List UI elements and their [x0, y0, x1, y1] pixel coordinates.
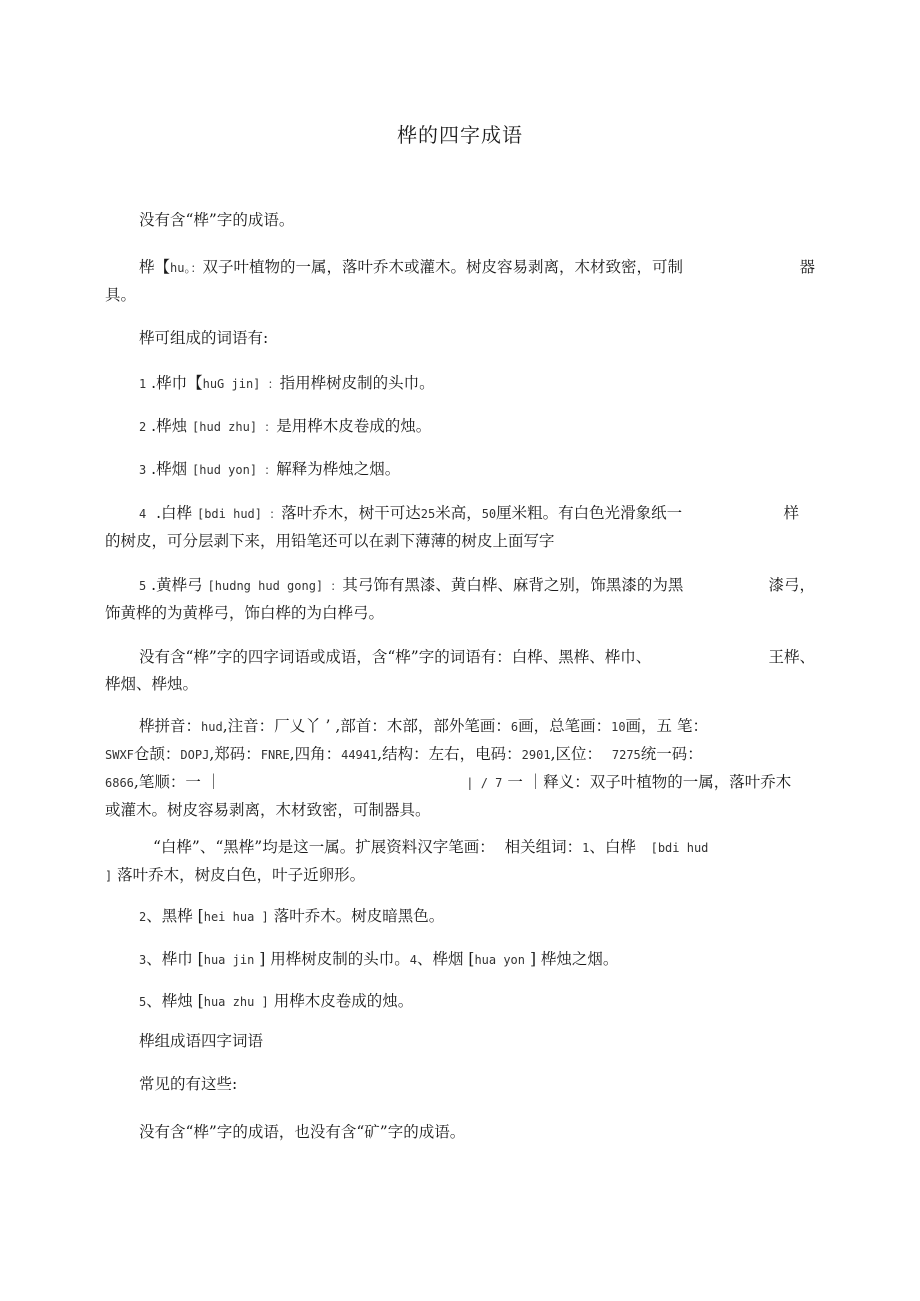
list-definition: 样 — [783, 504, 799, 522]
list-definition: 厘米粗。有白色光滑象纸一 — [496, 504, 683, 522]
list-number: 1 — [139, 377, 147, 391]
list-item — [105, 413, 849, 441]
group-pinyin: hua zhu ] — [203, 995, 269, 1009]
list-pinyin: [hudng hud gong] ： — [207, 579, 343, 593]
definition-head: 桦【 — [139, 258, 171, 276]
list-definition: 米高， — [435, 504, 482, 522]
list-word: .桦巾【 — [151, 374, 203, 392]
info-value: SWXF — [105, 748, 134, 762]
list-word: .白桦 — [156, 504, 193, 522]
group-word: 、桦烟 [ — [416, 950, 475, 968]
list-pinyin: [hud zhu] ： — [192, 420, 277, 434]
list-item — [105, 500, 815, 555]
info-text: 一 ｜释义：双子叶植物的一属，落叶乔木 — [507, 773, 792, 791]
paragraph-four-char-heading: 桦组成语四字词语 — [139, 1032, 264, 1050]
paragraph-group-5 — [105, 988, 849, 1016]
info-value: hud — [201, 720, 223, 734]
list-definition: 指用桦树皮制的头巾。 — [279, 374, 435, 392]
list-definition-line2: 的树皮，可分层剥下来，用铅笔还可以在剥下薄薄的树皮上面写字 — [105, 532, 555, 550]
info-value: 2901 — [521, 748, 551, 762]
group-word: 、黑桦 [ — [146, 907, 204, 925]
info-text: ,注音：厂乂丫 ’ ,部首：木部，部外笔画： — [222, 717, 511, 735]
info-text: ,结构：左右，电码： — [377, 745, 522, 763]
list-item — [105, 456, 849, 484]
definition-end: 器 — [799, 258, 815, 276]
info-value: 44941 — [341, 748, 378, 762]
info-value: 10 — [611, 720, 626, 734]
list-pinyin: huG jin] ： — [202, 377, 280, 391]
paragraph-group-2 — [105, 903, 849, 931]
paragraph-intro: 没有含“桦”字的成语。 — [139, 211, 295, 229]
paragraph-related-words — [105, 644, 815, 698]
info-text: 统一码： — [640, 745, 703, 763]
list-number: 2 — [139, 420, 147, 434]
list-definition: 漆弓， — [768, 576, 815, 594]
paragraph-group-3-4 — [105, 946, 849, 974]
list-definition: 其弓饰有黑漆、黄白桦、麻背之别，饰黑漆的为黑 — [342, 576, 684, 594]
paragraph-extended — [105, 834, 815, 890]
list-number: 5 — [139, 579, 147, 593]
related-words-line2: 桦烟、桦烛。 — [105, 675, 199, 693]
group-number: 3 — [139, 953, 147, 967]
list-item — [105, 572, 815, 627]
page-title: 桦的四字成语 — [397, 123, 523, 147]
extended-text: 、白桦 — [589, 838, 636, 856]
info-text-line4: 或灌木。树皮容易剥离，木材致密，可制器具。 — [105, 801, 431, 819]
info-value: DOPJ — [180, 748, 210, 762]
list-definition-line2: 饰黄桦的为黄桦弓，饰白桦的为白桦弓。 — [105, 604, 385, 622]
list-word: .黄桦弓 — [151, 576, 203, 594]
list-definition: 落叶乔木，树干可达 — [281, 504, 421, 522]
info-text: 笔： — [677, 717, 709, 735]
list-number-value: 25 — [420, 507, 436, 521]
list-definition: 解释为桦烛之烟。 — [276, 460, 401, 478]
extended-text: 相关组词： — [504, 838, 583, 856]
extended-pinyin: ] — [105, 869, 113, 883]
info-text: ,四角： — [289, 745, 342, 763]
extended-pinyin: [bdi hud — [650, 841, 709, 855]
group-number: 4 — [409, 953, 417, 967]
info-text: 桦拼音： — [139, 717, 202, 735]
paragraph-character-info — [105, 713, 815, 824]
info-value: 6 — [510, 720, 519, 734]
info-text: 仓颉： — [133, 745, 181, 763]
paragraph-common: 常见的有这些: — [139, 1075, 238, 1093]
list-pinyin: [hud yon] ： — [192, 463, 277, 477]
list-number: 4 — [139, 507, 147, 521]
stroke-order: | / 7 — [466, 776, 503, 790]
list-number: 3 — [139, 463, 147, 477]
info-value: 6866 — [105, 776, 134, 790]
group-pinyin: hua yon — [474, 953, 526, 967]
paragraph-definition — [105, 254, 815, 309]
group-pinyin: hua jin — [203, 953, 255, 967]
paragraph-words-heading: 桦可组成的词语有: — [139, 329, 269, 347]
list-item — [105, 370, 849, 398]
group-definition: ] 用桦树皮制的头巾。 — [259, 950, 410, 968]
list-word: .桦烛 — [151, 417, 188, 435]
group-definition: 用桦木皮卷成的烛。 — [273, 992, 414, 1010]
list-number-value: 50 — [481, 507, 497, 521]
definition-pinyin: hu。： — [170, 261, 203, 275]
info-value: 7275 — [611, 748, 641, 762]
info-text: ,区位： — [550, 745, 603, 763]
group-number: 2 — [139, 910, 147, 924]
group-word: 、桦烛 [ — [146, 992, 204, 1010]
group-number: 5 — [139, 995, 147, 1009]
group-word: 、桦巾 [ — [146, 950, 204, 968]
extended-number: 1 — [582, 841, 590, 855]
paragraph-conclusion: 没有含“桦”字的成语，也没有含“矿”字的成语。 — [139, 1123, 466, 1141]
group-pinyin: hei hua ] — [203, 910, 269, 924]
group-definition: 落叶乔木。树皮暗黑色。 — [273, 907, 445, 925]
related-words-text: 王桦、 — [768, 648, 815, 666]
list-pinyin: [bdi hud] ： — [196, 507, 282, 521]
list-word: .桦烟 — [151, 460, 188, 478]
info-text: ,郑码： — [209, 745, 261, 763]
extended-text: “白桦”、“黑桦”均是这一属。扩展资料汉字笔画： — [153, 838, 495, 856]
extended-text: 落叶乔木，树皮白色，叶子近卵形。 — [117, 866, 366, 884]
stroke-order: ,笔顺：一 ｜ — [133, 773, 222, 791]
info-text: 画，五 — [625, 717, 673, 735]
definition-text: 双子叶植物的一属，落叶乔木或灌木。树皮容易剥离，木材致密，可制 — [202, 258, 683, 276]
definition-line2: 具。 — [105, 286, 137, 304]
info-value: FNRE — [260, 748, 290, 762]
list-definition: 是用桦木皮卷成的烛。 — [276, 417, 432, 435]
info-text: 画，总笔画： — [518, 717, 612, 735]
related-words-text: 没有含“桦”字的四字词语或成语，含“桦”字的词语有：白桦、黑桦、桦巾、 — [139, 648, 652, 666]
group-definition: ] 桦烛之烟。 — [529, 950, 619, 968]
